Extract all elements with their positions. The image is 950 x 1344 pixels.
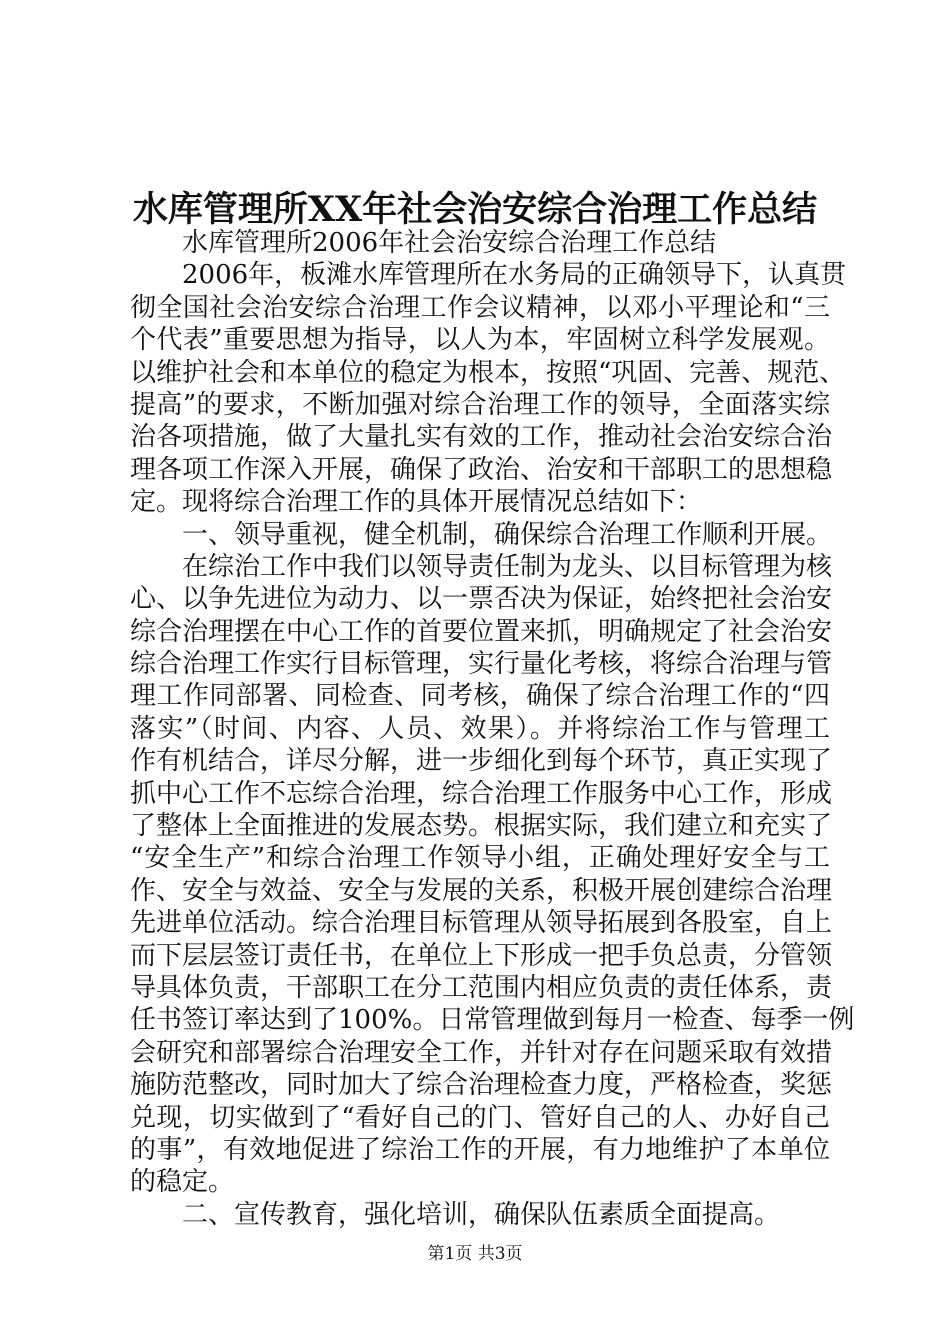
body-line: 了整体上全面推进的发展态势。根据实际，我们建立和充实了: [130, 811, 833, 842]
body-line: 而下层层签订责任书，在单位上下形成一把手负总责，分管领: [130, 940, 833, 971]
document-title: 水库管理所XX年社会治安综合治理工作总结: [132, 189, 818, 230]
body-line: 施防范整改，同时加大了综合治理检查力度，严格检查，奖惩: [130, 1070, 833, 1101]
body-line: 综合治理工作实行目标管理，实行量化考核，将综合治理与管: [130, 649, 833, 680]
body-line: 的事”，有效地促进了综治工作的开展，有力地维护了本单位: [130, 1134, 830, 1165]
body-line: 心、以争先进位为动力、以一票否决为保证，始终把社会治安: [130, 584, 833, 615]
body-line: 落实”（时间、内容、人员、效果）。并将综治工作与管理工: [130, 713, 830, 744]
body-line: 作、安全与效益、安全与发展的关系，积极开展创建综合治理: [130, 875, 833, 906]
body-line: 理各项工作深入开展，确保了政治、治安和干部职工的思想稳: [130, 454, 833, 485]
body-line: 综合治理摆在中心工作的首要位置来抓，明确规定了社会治安: [130, 616, 833, 647]
body-line: “安全生产”和综合治理工作领导小组，正确处理好安全与工: [130, 843, 830, 874]
body-line: 治各项措施，做了大量扎实有效的工作，推动社会治安综合治: [130, 422, 833, 453]
body-line: 个代表”重要思想为指导，以人为本，牢固树立科学发展观。: [130, 325, 830, 356]
body-line: 会研究和部署综合治理安全工作，并针对存在问题采取有效措: [130, 1037, 833, 1068]
body-line: 理工作同部署、同检查、同考核，确保了综合治理工作的“四: [130, 681, 830, 712]
body-line: 2006年，板滩水库管理所在水务局的正确领导下，认真贯: [182, 260, 847, 291]
section-heading-2: 二、宣传教育，强化培训，确保队伍素质全面提高。: [182, 1199, 781, 1230]
section-heading-1: 一、领导重视，健全机制，确保综合治理工作顺利开展。: [182, 519, 833, 550]
body-line: 定。现将综合治理工作的具体开展情况总结如下：: [130, 487, 703, 518]
page-number-footer: 第1页 共3页: [427, 1244, 523, 1264]
body-line: 提高”的要求，不断加强对综合治理工作的领导，全面落实综: [130, 389, 830, 420]
body-line-subtitle: 水库管理所2006年社会治安综合治理工作总结: [182, 228, 717, 258]
body-line: 兑现，切实做到了“看好自己的门、管好自己的人、办好自己: [130, 1102, 830, 1133]
body-line: 在综治工作中我们以领导责任制为龙头、以目标管理为核: [182, 551, 833, 582]
body-line: 彻全国社会治安综合治理工作会议精神，以邓小平理论和“三: [130, 292, 830, 323]
body-line: 先进单位活动。综合治理目标管理从领导拓展到各股室，自上: [130, 908, 833, 939]
body-line: 导具体负责，干部职工在分工范围内相应负责的责任体系，责: [130, 972, 833, 1003]
body-line: 抓中心工作不忘综合治理，综合治理工作服务中心工作，形成: [130, 778, 833, 809]
body-line: 任书签订率达到了100%。日常管理做到每月一检查、每季一例: [130, 1005, 855, 1036]
document-body: [130, 227, 855, 1231]
body-line: 的稳定。: [130, 1167, 235, 1198]
body-line: 作有机结合，详尽分解，进一步细化到每个环节，真正实现了: [130, 746, 833, 777]
body-line: 以维护社会和本单位的稳定为根本，按照“巩固、完善、规范、: [130, 357, 846, 388]
